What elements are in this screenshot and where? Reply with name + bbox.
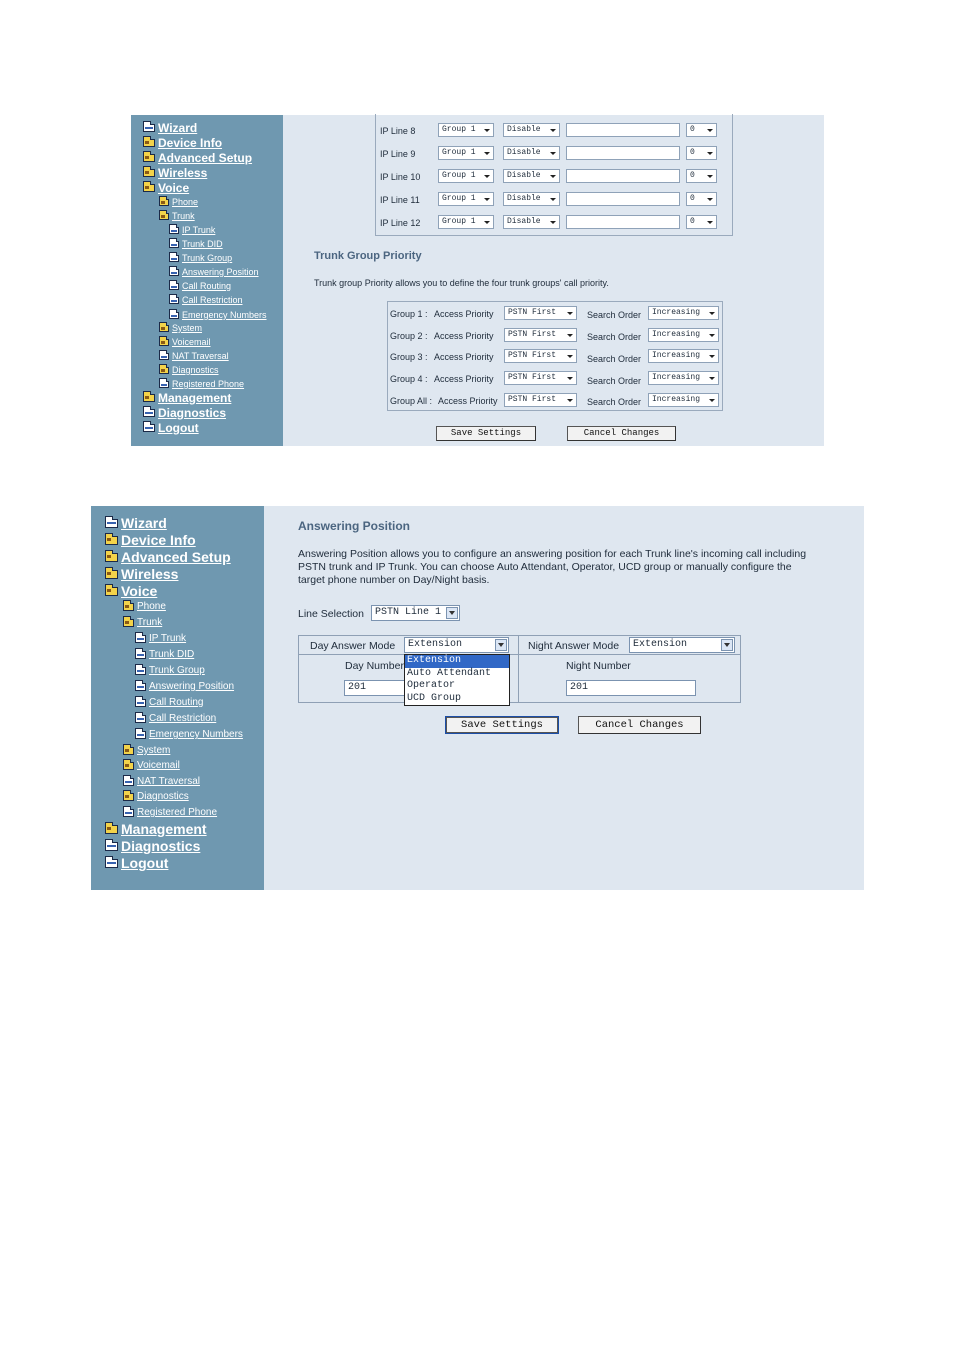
nav-label: Emergency Numbers [182,310,267,320]
page-icon [105,859,118,868]
chevron-down-icon [484,152,490,155]
folder-icon [159,199,169,206]
select-value: Group 1 [442,217,476,226]
access-priority-label: Access Priority [434,374,494,384]
search-order-select[interactable] [648,393,719,407]
nav-label: System [172,323,203,333]
nav-advanced-setup[interactable] [143,151,252,165]
page-icon [135,731,146,739]
ip-line-label: IP Line 10 [380,172,421,182]
nav-trunk-did[interactable] [167,239,223,249]
select-value: Group 1 [442,125,476,134]
ip-line-group-select[interactable] [438,215,494,229]
nav-diagnostics-sub[interactable] [123,791,189,802]
chevron-down-icon [567,355,573,358]
chevron-down-icon [707,152,713,155]
group-label: Group 2 : [390,331,428,341]
save-settings-button[interactable]: Save Settings [436,426,536,441]
select-value: Increasing [652,351,701,360]
ip-line-status-select[interactable] [503,192,560,206]
nav-label: Trunk DID [182,239,223,249]
chevron-down-icon [707,175,713,178]
search-order-label: Search Order [587,397,642,407]
nav-answering-position[interactable] [133,681,234,692]
ip-line-label: IP Line 12 [380,218,421,228]
ip-line-group-select[interactable] [438,192,494,206]
page-icon [169,297,179,304]
nav-label: Voice [158,181,190,195]
folder-open-icon [159,213,169,220]
search-order-select[interactable] [648,371,719,385]
nav-diagnostics[interactable] [143,406,226,420]
line-selection-label: Line Selection [298,608,364,620]
chevron-down-icon [709,377,715,380]
nav-call-routing[interactable] [133,697,203,708]
sidebar [131,115,283,446]
search-order-select[interactable] [648,328,719,342]
nav-device-info[interactable] [143,136,222,150]
folder-icon [123,603,134,611]
nav-label: Call Routing [149,697,204,708]
page-icon [159,353,169,360]
main-content [264,506,864,890]
section-title: Trunk Group Priority [314,250,422,262]
nav-label: Device Info [121,532,196,548]
nav-label: System [137,745,171,756]
page-icon [143,424,155,432]
access-priority-label: Access Priority [434,331,494,341]
chevron-down-icon [707,198,713,201]
nav-label: Registered Phone [137,807,218,818]
chevron-down-icon [495,639,507,651]
folder-icon [123,747,134,755]
page-icon [135,651,146,659]
nav-label: Trunk Group [182,253,233,263]
page-icon [159,381,169,388]
ip-line-label: IP Line 8 [380,126,416,136]
access-priority-label: Access Priority [434,309,494,319]
select-value: Increasing [652,308,701,317]
select-value: 0 [690,125,695,134]
panel-divider [518,636,519,702]
select-value: PSTN First [508,308,557,317]
dropdown-option[interactable]: Auto Attendant [407,667,492,679]
answering-position-screenshot [91,506,864,890]
select-value: 0 [690,171,695,180]
nav-label: Call Restriction [182,295,243,305]
page-icon [169,283,179,290]
nav-label: Management [158,391,232,405]
night-answer-mode-label: Night Answer Mode [528,640,620,652]
page-icon [123,778,134,786]
group-label: Group 3 : [390,352,428,362]
nav-wizard[interactable] [105,515,167,531]
folder-icon [105,536,118,545]
group-label: Group All : [390,396,433,406]
ip-line-status-select[interactable] [503,215,560,229]
page-title: Answering Position [298,519,411,533]
nav-wizard[interactable] [143,121,197,135]
nav-label: IP Trunk [182,225,216,235]
select-value: 0 [690,148,695,157]
nav-label: NAT Traversal [172,351,229,361]
chevron-down-icon [709,312,715,315]
select-value: Disable [507,125,541,134]
nav-label: IP Trunk [149,633,187,644]
select-value: Disable [507,194,541,203]
select-value: Disable [507,217,541,226]
ip-line-group-select[interactable] [438,169,494,183]
ip-line-status-select[interactable] [503,123,560,137]
select-value: Disable [507,148,541,157]
folder-icon [159,339,169,346]
select-value: Increasing [652,330,701,339]
nav-label: Registered Phone [172,379,245,389]
access-priority-select[interactable] [504,349,577,363]
chevron-down-icon [709,355,715,358]
description-line: target phone number on Day/Night basis. [298,574,490,586]
description-line: PSTN trunk and IP Trunk. You can choose Auto Attendant, Operator, UCD group or manually configure the [298,561,792,573]
ip-line-num-select[interactable] [686,215,717,229]
line-selection-select[interactable] [371,605,460,621]
page-icon [123,809,134,817]
page-icon [143,409,155,417]
chevron-down-icon [567,312,573,315]
chevron-down-icon [484,175,490,178]
nav-trunk-group[interactable] [167,253,232,263]
nav-registered-phone[interactable] [123,807,217,818]
page-icon [135,683,146,691]
nav-label: Advanced Setup [158,151,253,165]
search-order-select[interactable] [648,349,719,363]
chevron-down-icon [567,334,573,337]
select-value: Group 1 [442,194,476,203]
ip-line-value-input[interactable] [566,123,680,137]
select-value: Extension [633,639,688,650]
select-value: 0 [690,194,695,203]
day-number-input[interactable]: 201 [344,680,474,696]
nav-label: Emergency Numbers [149,729,243,740]
nav-label: Answering Position [182,267,259,277]
day-answer-mode-label: Day Answer Mode [310,640,396,652]
nav-trunk[interactable] [159,211,195,221]
folder-icon [105,570,118,579]
nav-label: Answering Position [149,681,235,692]
ip-line-num-select[interactable] [686,169,717,183]
nav-label: Trunk DID [149,649,195,660]
nav-label: Device Info [158,136,223,150]
panel-divider [299,654,740,655]
access-priority-select[interactable] [504,328,577,342]
search-order-label: Search Order [587,376,642,386]
nav-ip-trunk[interactable] [133,633,186,644]
folder-icon [159,325,169,332]
page-icon [169,241,179,248]
nav-label: Logout [121,855,169,871]
nav-label: Voicemail [172,337,211,347]
ip-line-label: IP Line 11 [380,195,420,205]
main-content [283,115,824,446]
select-value: 0 [690,217,695,226]
ip-line-value-input[interactable] [566,146,680,160]
nav-nat-traversal[interactable] [159,351,229,361]
chevron-down-icon [707,221,713,224]
nav-call-restriction[interactable] [133,713,216,724]
nav-label: Management [121,821,207,837]
chevron-down-icon [567,399,573,402]
page-description [298,548,806,587]
chevron-down-icon [550,221,556,224]
nav-label: Call Restriction [149,713,217,724]
select-value: PSTN Line 1 [375,607,442,618]
page-icon [135,715,146,723]
search-order-label: Search Order [587,354,642,364]
ip-line-value-input[interactable] [566,169,680,183]
nav-answering-position[interactable] [167,267,259,277]
chevron-down-icon [484,129,490,132]
access-priority-select[interactable] [504,393,577,407]
page-icon [135,635,146,643]
page-icon [169,312,179,319]
folder-open-icon [105,587,118,596]
select-value: PSTN First [508,330,557,339]
group-label: Group 1 : [390,309,428,319]
save-settings-button[interactable]: Save Settings [445,716,559,734]
page-icon [135,667,146,675]
nav-label: Phone [137,601,166,612]
nav-wireless[interactable] [105,566,178,582]
nav-voicemail[interactable] [159,337,211,347]
folder-icon [105,825,118,834]
ip-line-num-select[interactable] [686,123,717,137]
page-icon [169,255,179,262]
page-icon [105,842,118,851]
chevron-down-icon [721,639,733,651]
nav-voicemail[interactable] [123,760,180,771]
nav-management[interactable] [105,821,207,837]
chevron-down-icon [550,175,556,178]
description-line: Answering Position allows you to configure an answering position for each Trunk line's incoming call including [298,548,807,560]
access-priority-select[interactable] [504,306,577,320]
nav-label: Logout [158,421,199,435]
folder-open-icon [123,619,134,627]
chevron-down-icon [550,198,556,201]
nav-label: Trunk [137,617,163,628]
select-value: Group 1 [442,148,476,157]
nav-voice[interactable] [105,583,157,599]
nav-label: Voicemail [137,760,180,771]
select-value: Increasing [652,373,701,382]
nav-label: Diagnostics [172,365,219,375]
nav-management[interactable] [143,391,231,405]
chevron-down-icon [550,129,556,132]
nav-label: NAT Traversal [137,776,200,787]
nav-label: Wizard [158,121,198,135]
nav-call-restriction[interactable] [167,295,243,305]
nav-system[interactable] [123,745,170,756]
nav-label: Phone [172,197,199,207]
nav-label: Trunk Group [149,665,205,676]
chevron-down-icon [446,607,458,619]
ip-line-status-select[interactable] [503,169,560,183]
chevron-down-icon [484,221,490,224]
nav-trunk[interactable] [123,617,162,628]
nav-trunk-did[interactable] [133,649,194,660]
select-value: Extension [408,639,463,650]
night-number-input[interactable]: 201 [566,680,696,696]
access-priority-label: Access Priority [434,352,494,362]
search-order-select[interactable] [648,306,719,320]
nav-label: Wireless [121,566,179,582]
page-icon [143,124,155,132]
chevron-down-icon [484,198,490,201]
folder-icon [105,553,118,562]
ip-line-status-select[interactable] [503,146,560,160]
group-label: Group 4 : [390,374,428,384]
access-priority-select[interactable] [504,371,577,385]
ip-line-value-input[interactable] [566,215,680,229]
nav-device-info[interactable] [105,532,196,548]
nav-ip-trunk[interactable] [167,225,215,235]
nav-emergency-numbers[interactable] [133,729,243,740]
folder-icon [143,394,155,402]
access-priority-label: Access Priority [438,396,498,406]
cancel-changes-button[interactable]: Cancel Changes [578,716,701,734]
chevron-down-icon [709,399,715,402]
chevron-down-icon [567,377,573,380]
nav-label: Advanced Setup [121,549,231,565]
page-icon [105,519,118,528]
ip-line-label: IP Line 9 [380,149,416,159]
ip-line-num-select[interactable] [686,146,717,160]
search-order-label: Search Order [587,310,642,320]
select-value: Disable [507,171,541,180]
page-icon [169,269,179,276]
folder-icon [143,154,155,162]
page-icon [169,227,179,234]
nav-label: Wizard [121,515,167,531]
nav-diagnostics[interactable] [105,838,200,854]
select-value: Increasing [652,395,701,404]
nav-system[interactable] [159,323,202,333]
ip-line-value-input[interactable] [566,192,680,206]
nav-logout[interactable] [105,855,168,871]
dropdown-option[interactable]: Operator [407,680,456,691]
folder-icon [143,169,155,177]
nav-label: Call Routing [182,281,232,291]
nav-nat-traversal[interactable] [123,776,200,787]
nav-phone[interactable] [159,197,198,207]
nav-label: Diagnostics [158,406,227,420]
nav-label: Diagnostics [121,838,201,854]
search-order-label: Search Order [587,332,642,342]
day-answer-mode-dropdown[interactable] [404,654,510,706]
trunk-group-screenshot [131,115,824,446]
cancel-changes-button[interactable]: Cancel Changes [567,426,676,441]
night-answer-mode-select[interactable] [629,637,735,653]
select-value: PSTN First [508,351,557,360]
folder-icon [143,139,155,147]
ip-line-group-select[interactable] [438,123,494,137]
nav-phone[interactable] [123,601,166,612]
folder-open-icon [143,184,155,192]
day-number-label: Day Number [345,660,404,672]
nav-voice[interactable] [143,181,189,195]
chevron-down-icon [550,152,556,155]
sidebar [91,506,264,890]
nav-wireless[interactable] [143,166,207,180]
day-answer-mode-select[interactable] [404,637,509,653]
dropdown-option[interactable]: Extension [405,655,509,668]
select-value: PSTN First [508,395,557,404]
dropdown-option[interactable]: UCD Group [407,692,462,704]
nav-label: Voice [121,583,158,599]
nav-logout[interactable] [143,421,199,435]
select-value: PSTN First [508,373,557,382]
nav-label: Wireless [158,166,208,180]
nav-registered-phone[interactable] [159,379,244,389]
chevron-down-icon [709,334,715,337]
nav-diagnostics-sub[interactable] [159,365,219,375]
nav-emergency-numbers[interactable] [167,310,267,320]
ip-line-group-select[interactable] [438,146,494,160]
ip-line-num-select[interactable] [686,192,717,206]
section-description: Trunk group Priority allows you to define the four trunk groups' call priority. [314,278,609,288]
select-value: Group 1 [442,171,476,180]
page-icon [135,699,146,707]
folder-icon [159,367,169,374]
nav-call-routing[interactable] [167,281,231,291]
nav-label: Diagnostics [137,791,189,802]
folder-icon [123,762,134,770]
night-number-label: Night Number [566,660,631,672]
nav-label: Trunk [172,211,195,221]
chevron-down-icon [707,129,713,132]
nav-advanced-setup[interactable] [105,549,231,565]
nav-trunk-group[interactable] [133,665,205,676]
folder-icon [123,793,134,801]
